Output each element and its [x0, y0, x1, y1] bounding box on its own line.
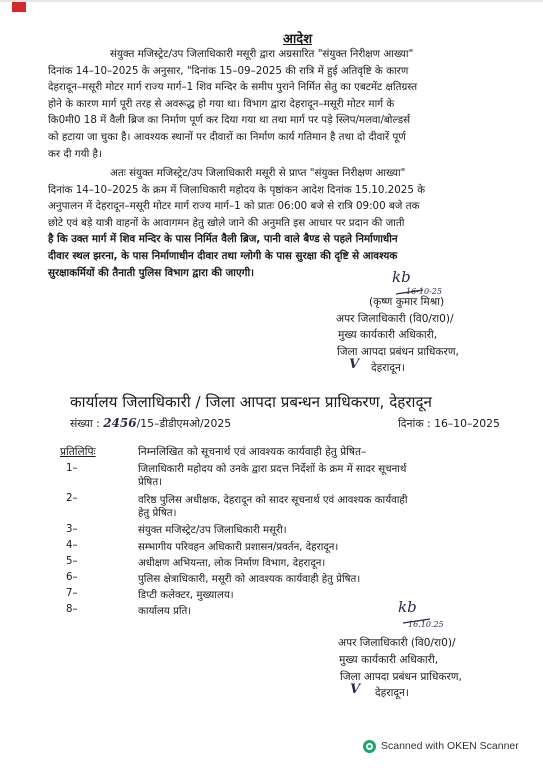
list-item-number: 1– — [66, 463, 78, 474]
para2-line: दीवार स्थल झरना, के पास निर्माणाधीन दीवार तथा ग्लोगी के पास सुरक्षा की दृष्टि से आवश्यक — [48, 249, 398, 262]
signature-2-designation-2: मुख्य कार्यकारी अधिकारी, — [339, 654, 439, 666]
list-item-text: जिलाधिकारी महोदय को उनके द्वारा प्रदत्त निर्देशों के क्रम में सादर सूचनार्थ — [138, 464, 407, 475]
para2-line: है कि उक्त मार्ग में शिव मन्दिर के पास निर्मित वैली ब्रिज, पानी वाले बैण्ड से पहले निर्माणाधीन — [48, 233, 398, 246]
signature-1-place: देहरादून। — [371, 362, 405, 374]
para2-line: छोटे एवं बड़े यात्री वाहनों के आवागमन हेतु खोले जाने की अनुमति इस आधार पर प्रदान की जाती — [48, 216, 405, 229]
list-item-number: 8– — [66, 604, 78, 615]
list-item-text: कार्यालय प्रति। — [138, 606, 192, 617]
signature-2-scribble: kb — [398, 598, 417, 616]
para2-line: दिनांक 14–10–2025 के क्रम में जिलाधिकारी महोदय के पृष्ठांकन आदेश दिनांक 15.10.2025 के — [48, 183, 426, 196]
dispatch-date-label: दिनांक : — [398, 417, 431, 430]
signature-2-place: देहरादून। — [375, 687, 409, 699]
list-item-number: 5– — [66, 556, 78, 567]
list-item-number: 7– — [66, 588, 78, 599]
list-item-text: पुलिस क्षेत्राधिकारी, मसूरी को आवश्यक कार्यवाही हेतु प्रेषित। — [138, 574, 361, 585]
signature-1-designation-3: जिला आपदा प्रबंधन प्राधिकरण, — [337, 346, 459, 358]
scanner-logo-icon — [363, 740, 376, 753]
list-item-text: डिप्टी कलेक्टर, मुख्यालय। — [138, 590, 234, 601]
dispatch-number-suffix: /15–डीडीएमओ/2025 — [136, 417, 232, 430]
para1-line: देहरादून–मसूरी मोटर मार्ग राज्य मार्ग–1 शिव मन्दिर के समीप पुराने निर्मित सेतु का एबटमेंट क्षतिग्रस्त — [48, 81, 418, 94]
list-item-number: 3– — [66, 524, 78, 535]
para2-line: अतः संयुक्त मजिस्ट्रेट/उप जिलाधिकारी मसूरी से प्राप्त "संयुक्त निरीक्षण आख्या" — [110, 167, 406, 179]
scanner-watermark-text: Scanned with OKEN Scanner — [381, 740, 519, 752]
dispatch-date-value: 16–10–2025 — [434, 417, 500, 430]
dispatch-number-handwritten: 2456 — [103, 416, 137, 430]
copy-intro: निम्नलिखित को सूचनार्थ एवं आवश्यक कार्यवाही हेतु प्रेषित– — [138, 446, 367, 458]
signature-1-scribble: kb — [392, 268, 411, 286]
para1-line: कि0मी0 18 में वैली ब्रिज का निर्माण पूर्ण कर दिया गया था तथा मार्ग पर पड़े स्लिप/मलवा/बोल्डर्स — [48, 114, 411, 127]
list-item-number: 6– — [66, 572, 78, 583]
list-item-number: 2– — [66, 493, 78, 504]
list-item-text: वरिष्ठ पुलिस अधीक्षक, देहरादून को सादर सूचनार्थ एवं आवश्यक कार्यवाही — [138, 495, 408, 506]
distribution-list — [60, 0, 520, 768]
order-title: आदेश — [283, 32, 313, 47]
copy-label: प्रतिलिपिः — [60, 446, 96, 458]
para1-line: कर दी गयी है। — [48, 147, 102, 160]
para2-line: सुरक्षाकर्मियों की तैनाती पुलिस विभाग द्वारा की जाएगी। — [48, 266, 255, 279]
list-item-text: हेतु प्रेषित। — [138, 508, 177, 519]
signature-1-name: (कृष्ण कुमार मिश्रा) — [369, 296, 445, 308]
signature-2-designation-1: अपर जिलाधिकारी (वि0/रा0)/ — [338, 637, 456, 649]
para1-line: होने के कारण मार्ग पूरी तरह से अवरूद्ध हो गया था। विभाग द्वारा देहरादून–मसूरी मोटर मार्ग के — [48, 97, 395, 110]
signature-1-initial: V — [349, 357, 360, 372]
signature-1-designation-1: अपर जिलाधिकारी (वि0/रा0)/ — [336, 313, 454, 325]
para1-line: संयुक्त मजिस्ट्रेट/उप जिलाधिकारी मसूरी द्वारा अग्रसारित "संयुक्त निरीक्षण आख्या" — [110, 48, 414, 60]
signature-1-date: 16-10-25 — [406, 287, 442, 296]
signature-2-initial: V — [350, 682, 361, 697]
signature-2-date: 16.10.25 — [408, 620, 444, 629]
para2-line: अनुपालन में देहरादून–मसूरी मोटर मार्ग राज्य मार्ग–1 को प्रातः 06:00 बजे से रात्रि 09:00 बजे तक — [48, 200, 420, 213]
para1-line: को हटाया जा चुका है। आवश्यक स्थानों पर दीवारों का निर्माण कार्य गतिमान है तथा दो दीवारें पूर्ण — [48, 130, 406, 143]
list-item-text: संयुक्त मजिस्ट्रेट/उप जिलाधिकारी मसूरी। — [138, 525, 287, 536]
list-item-number: 4– — [66, 540, 78, 551]
para1-line: दिनांक 14–10–2025 के अनुसार, "दिनांक 15–09–2025 की रात्रि में हुई अतिवृष्टि के कारण — [48, 64, 409, 77]
office-heading: कार्यालय जिलाधिकारी / जिला आपदा प्रबन्धन प्राधिकरण, देहरादून — [70, 393, 432, 411]
list-item-text: सम्भागीय परिवहन अधिकारी प्रशासन/प्रवर्तन, देहरादून। — [138, 542, 339, 553]
signature-2-designation-3: जिला आपदा प्रबंधन प्राधिकरण, — [340, 671, 462, 683]
list-item-text: प्रेषित। — [138, 477, 162, 488]
signature-1-designation-2: मुख्य कार्यकारी अधिकारी, — [338, 329, 438, 341]
list-item-text: अधीक्षण अभियन्ता, लोक निर्माण विभाग, देहरादून। — [138, 558, 326, 569]
dispatch-number-label: संख्या : — [70, 417, 100, 430]
